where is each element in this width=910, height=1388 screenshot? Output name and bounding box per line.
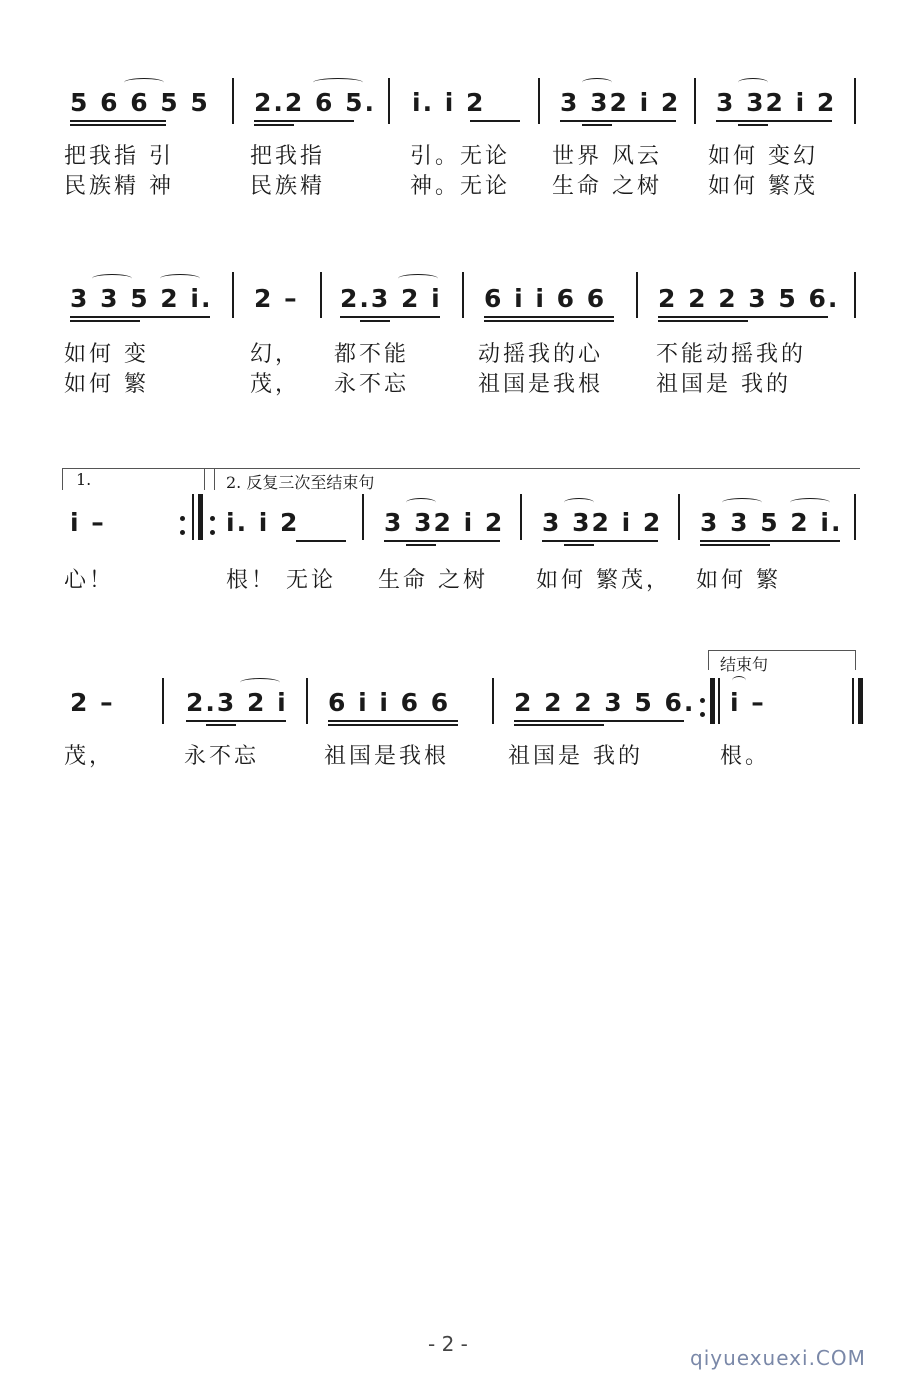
barline [388,78,390,124]
barline [718,678,720,724]
beam [328,724,458,726]
lyric: 根。 [720,744,771,769]
lyric: 永不忘 [184,744,260,769]
barline [232,272,234,318]
lyric: 把我指 引 [64,144,174,169]
slur [738,78,768,87]
barline [198,494,203,540]
slur [582,78,612,87]
beam [700,540,840,542]
measure: i – [70,508,106,537]
measure: i. i 2 [226,508,300,537]
barline [854,272,856,318]
measure: 3 3 5 2 i. [70,284,213,313]
watermark: qiyuexuexi.COM [690,1346,866,1370]
beam [564,544,594,546]
lyric: 祖国是 我的 [656,372,791,397]
slur [398,274,438,283]
fermata [732,676,746,685]
lyric: 茂， [250,372,301,397]
repeat-dot [210,516,215,521]
repeat-dot [210,530,215,535]
beam [296,540,346,542]
beam [560,120,676,122]
barline [852,678,854,724]
beam [484,316,614,318]
lyric: 如何 繁 [64,372,149,397]
measure: i – [730,688,766,717]
slur [160,274,200,283]
lyric: 引。无论 [410,144,511,169]
repeat-dot [700,712,705,717]
measure: 3 32 i 2 [560,88,681,117]
lyric: 根！ 无论 [226,568,336,593]
beam [658,316,828,318]
measure: 6 i i 6 6 [484,284,607,313]
slur [406,498,436,507]
beam [470,120,520,122]
repeat-dot [180,516,185,521]
slur [240,678,280,687]
barline [232,78,234,124]
lyric: 民族精 神 [64,174,174,199]
barline [306,678,308,724]
beam [328,720,458,722]
slur [313,78,363,87]
barline [362,494,364,540]
slur [790,498,830,507]
beam [70,120,166,122]
barline [710,678,715,724]
barline [462,272,464,318]
lyric: 茂， [64,744,115,769]
system-3 [0,462,910,602]
page-number: - 2 - [428,1332,468,1356]
barline [192,494,194,540]
volta-bracket [62,468,860,469]
volta-1-label: 1. [76,470,92,489]
lyric: 如何 繁茂， [536,568,671,593]
lyric: 永不忘 [334,372,410,397]
measure: 3 32 i 2 [384,508,505,537]
lyric: 如何 变幻 [708,144,818,169]
measure: 2 – [70,688,115,717]
ending-label: 结束句 [720,655,769,674]
repeat-dot [700,698,705,703]
volta-bracket [214,468,215,490]
volta-2-label: 2. 反复三次至结束句 [226,473,375,492]
measure: 5 6 6 5 5 [70,88,210,117]
beam [254,120,354,122]
beam [700,544,770,546]
beam [406,544,436,546]
slur [722,498,762,507]
barline [320,272,322,318]
barline [636,272,638,318]
beam [484,320,614,322]
barline [520,494,522,540]
barline [678,494,680,540]
beam [542,540,658,542]
beam [360,320,390,322]
lyric: 祖国是 我的 [508,744,643,769]
lyric: 祖国是我根 [324,744,450,769]
slur [124,78,164,87]
system-1 [0,78,910,208]
lyric: 不能动摇我的 [656,342,807,367]
system-4 [0,648,910,778]
beam [70,316,210,318]
lyric: 如何 变 [64,342,149,367]
beam [514,720,684,722]
measure: 2 – [254,284,299,313]
measure: 2.3 2 i [186,688,288,717]
lyric: 都不能 [334,342,410,367]
lyric: 世界 风云 [552,144,662,169]
lyric: 如何 繁茂 [708,174,818,199]
barline [854,494,856,540]
barline [492,678,494,724]
volta-bracket [62,468,63,490]
beam [340,316,440,318]
measure: 6 i i 6 6 [328,688,451,717]
beam [658,320,748,322]
lyric: 幻， [250,342,301,367]
lyric: 把我指 [250,144,326,169]
barline [538,78,540,124]
measure: 3 32 i 2 [716,88,837,117]
lyric: 动摇我的心 [478,342,604,367]
beam [716,120,832,122]
measure: 2 2 2 3 5 6. [514,688,696,717]
beam [254,124,294,126]
lyric: 祖国是我根 [478,372,604,397]
beam [582,124,612,126]
lyric: 神。无论 [410,174,511,199]
barline [162,678,164,724]
barline [854,78,856,124]
lyric: 生命 之树 [552,174,662,199]
ending-bracket [708,650,709,670]
beam [70,320,140,322]
volta-bracket [204,468,205,490]
system-2 [0,272,910,402]
beam [384,540,500,542]
beam [70,124,166,126]
ending-bracket [855,650,856,670]
beam [186,720,286,722]
measure: 2.2 6 5. [254,88,376,117]
measure: i. i 2 [412,88,486,117]
barline [694,78,696,124]
beam [738,124,768,126]
measure: 3 3 5 2 i. [700,508,843,537]
lyric: 民族精 [250,174,326,199]
measure: 3 32 i 2 [542,508,663,537]
slur [564,498,594,507]
lyric: 心！ [64,568,115,593]
beam [514,724,604,726]
beam [206,724,236,726]
lyric: 生命 之树 [378,568,488,593]
slur [92,274,132,283]
measure: 2.3 2 i [340,284,442,313]
repeat-dot [180,530,185,535]
measure: 2 2 2 3 5 6. [658,284,840,313]
lyric: 如何 繁 [696,568,781,593]
final-barline [858,678,863,724]
